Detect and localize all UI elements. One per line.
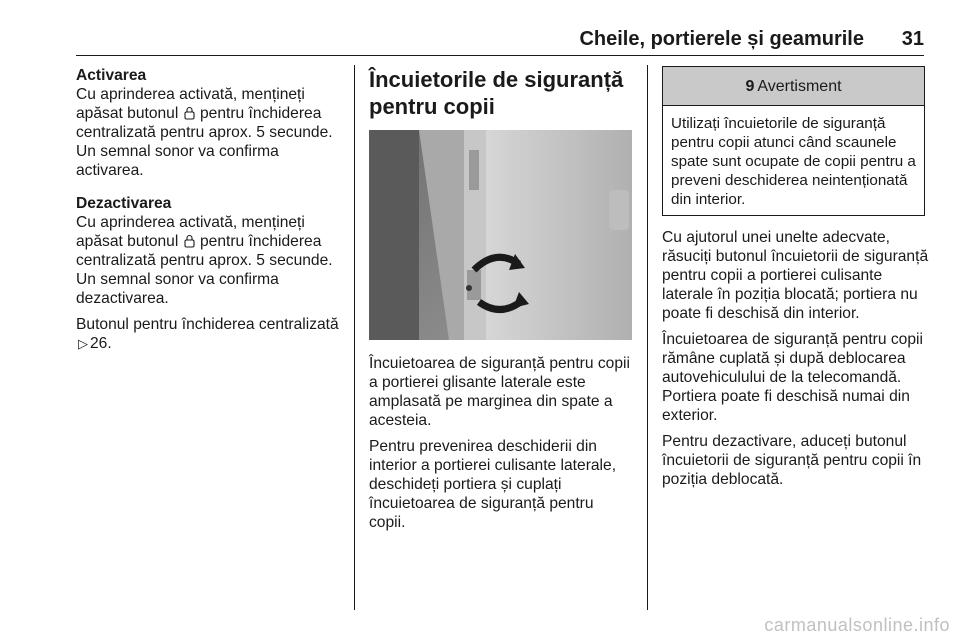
page-reference-arrow-icon: ▷ bbox=[78, 336, 88, 351]
column-divider-left bbox=[354, 65, 355, 610]
column-3 bbox=[662, 66, 930, 496]
watermark: carmanualsonline.info bbox=[764, 615, 950, 635]
cross-reference: Butonul pentru închiderea centralizată ▷ 26. bbox=[76, 316, 339, 352]
unlock-instructions-paragraph: Pentru dezactivare, aduceți butonul încuietorii de siguranță pentru copii în poziția deblocată. bbox=[662, 433, 922, 488]
child-lock-engage-paragraph: Pentru prevenirea deschiderii din interior a portierei culisante laterale, deschideți portiera și cuplați încuietoarea de siguranță pentru copii. bbox=[369, 438, 617, 531]
warning-box bbox=[662, 66, 925, 216]
lock-instructions-paragraph: Cu ajutorul unei unelte adecvate, răsuciți butonul încuietorii de siguranță pentru copii a portierei culisante laterale în poziția blocată; portiera nu poate fi deschisă din interior. bbox=[662, 229, 929, 322]
warning-text: Utilizați încuietorile de siguranță pentru copii atunci când scaunele spate sunt ocupate de copii pentru a preveni deschiderea neintenționată din interior. bbox=[671, 115, 916, 208]
section-title: Încuietorile de siguranță pentru copii bbox=[369, 67, 624, 119]
child-lock-location-paragraph: Încuietoarea de siguranță pentru copii a portierei glisante laterale este amplasată pe marginea din spate a acesteia. bbox=[369, 355, 630, 429]
warning-icon: 9 bbox=[745, 77, 755, 95]
activation-heading: Activarea bbox=[76, 67, 147, 84]
column-divider-right bbox=[647, 65, 648, 610]
deactivation-paragraph: Cu aprinderea activată, mențineți apăsat butonul pentru închiderea centralizată pentru aprox. 5 secunde. Un semnal sonor va confirma dezactivarea. bbox=[76, 214, 333, 307]
page-reference[interactable]: 26. bbox=[90, 335, 112, 352]
lock-remains-paragraph: Încuietoarea de siguranță pentru copii rămâne cuplată și după deblocarea autovehiculului de la telecomandă. Portiera poate fi deschisă numai din exterior. bbox=[662, 331, 923, 424]
central-lock-icon bbox=[184, 106, 195, 120]
page-number: 31 bbox=[901, 28, 924, 50]
column-2 bbox=[369, 66, 634, 539]
column-1 bbox=[76, 66, 346, 360]
warning-title: Avertisment bbox=[757, 77, 842, 95]
central-lock-icon bbox=[184, 234, 195, 248]
chapter-title: Cheile, portierele și geamurile bbox=[579, 28, 864, 50]
header-rule bbox=[76, 55, 924, 56]
activation-paragraph: Cu aprinderea activată, mențineți apăsat butonul pentru închiderea centralizată pentru aprox. 5 secunde. Un semnal sonor va confirma activarea. bbox=[76, 86, 333, 179]
page-header bbox=[76, 28, 924, 50]
deactivation-heading: Dezactivarea bbox=[76, 195, 172, 212]
child-lock-photo bbox=[369, 130, 632, 340]
warning-header bbox=[663, 67, 924, 106]
door-illustration bbox=[369, 130, 632, 340]
